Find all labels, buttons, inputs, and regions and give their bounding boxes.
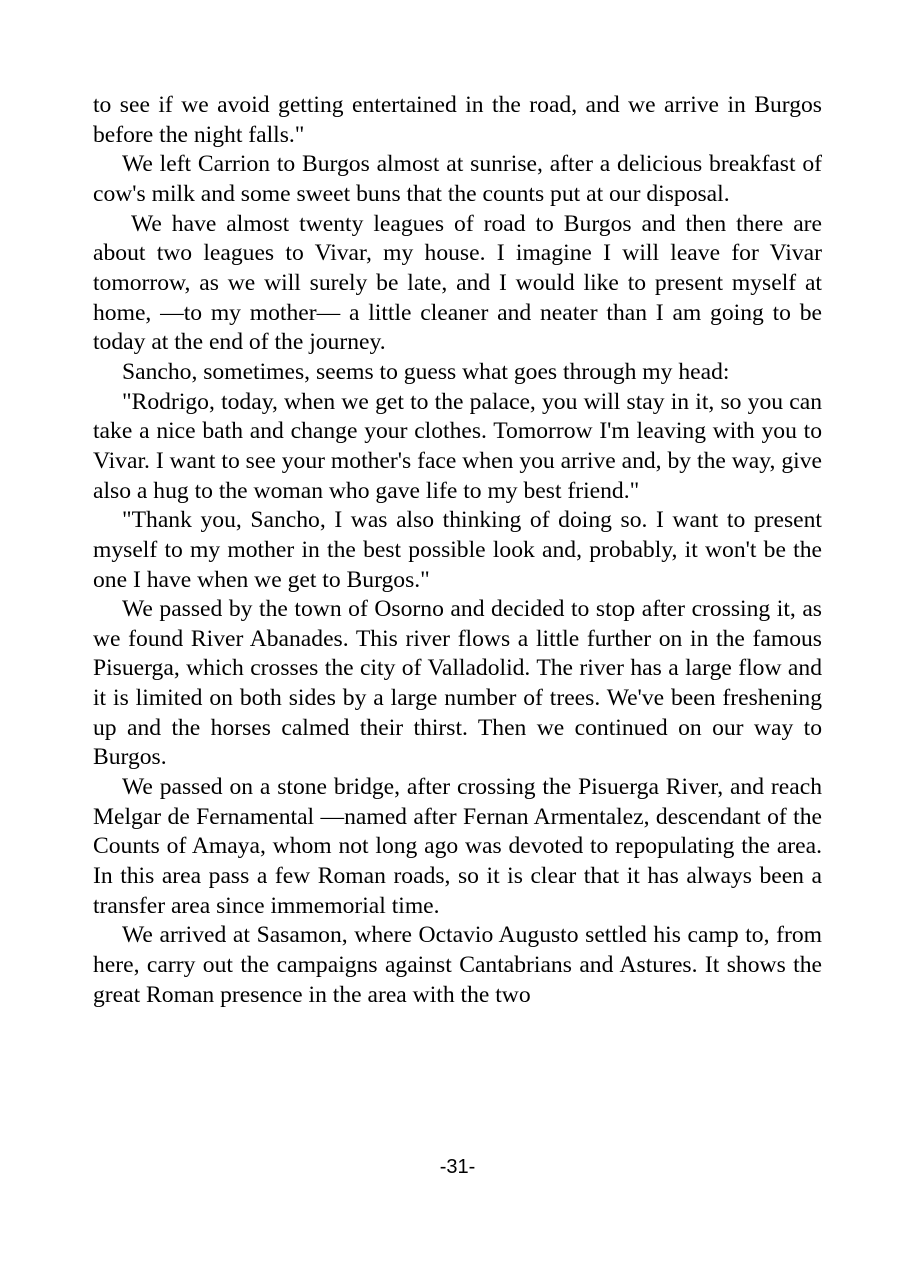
paragraph-sasamon: We arrived at Sasamon, where Octavio Augusto settled his camp to, from here, carry out the campaigns against Cantabrians and Astures. It shows the great Roman presence in the area with the two [93, 922, 822, 1008]
paragraph-rodrigo-reply: "Thank you, Sancho, I was also thinking of doing so. I want to present myself to my mother in the best possible look and, probably, it won't be the one I have when we get to Burgos." [93, 507, 822, 593]
paragraph-continuation: to see if we avoid getting entertained in the road, and we arrive in Burgos before the night falls." [93, 92, 822, 148]
paragraph-leagues: We have almost twenty leagues of road to Burgos and then there are about two leagues to Vivar, my house. I imagine I will leave for Vivar tomorrow, as we will surely be late, and I would like to present myself at home, —to my mother— a little cleaner and neater than I am going to be today at the end of the journey. [93, 210, 822, 356]
paragraph-osorno: We passed by the town of Osorno and decided to stop after crossing it, as we found River Abanades. This river flows a little further on in the famous Pisuerga, which crosses the city of Valladolid. The river has a large flow and it is limited on both sides by a large number of trees. We've been freshening up and the horses calmed their thirst. Then we continued on our way to Burgos. [93, 596, 822, 771]
paragraph-melgar: We passed on a stone bridge, after crossing the Pisuerga River, and reach Melgar de Fernamental —named after Fernan Armentalez, descendant of the Counts of Amaya, whom not long ago was devoted to repopulating the area. In this area pass a few Roman roads, so it is clear that it has always been a transfer area since immemorial time. [93, 774, 822, 919]
paragraph-sancho-guess: Sancho, sometimes, seems to guess what goes through my head: [122, 358, 730, 385]
body-text [93, 91, 822, 1010]
paragraph-departure: We left Carrion to Burgos almost at sunrise, after a delicious breakfast of cow's milk and some sweet buns that the counts put at our disposal. [93, 151, 822, 207]
page-number: -31- [439, 1156, 476, 1178]
paragraph-sancho-dialogue: "Rodrigo, today, when we get to the palace, you will stay in it, so you can take a nice bath and change your clothes. Tomorrow I'm leaving with you to Vivar. I want to see your mother's face when you arrive and, by the way, give also a hug to the woman who gave life to my best friend." [93, 388, 822, 504]
